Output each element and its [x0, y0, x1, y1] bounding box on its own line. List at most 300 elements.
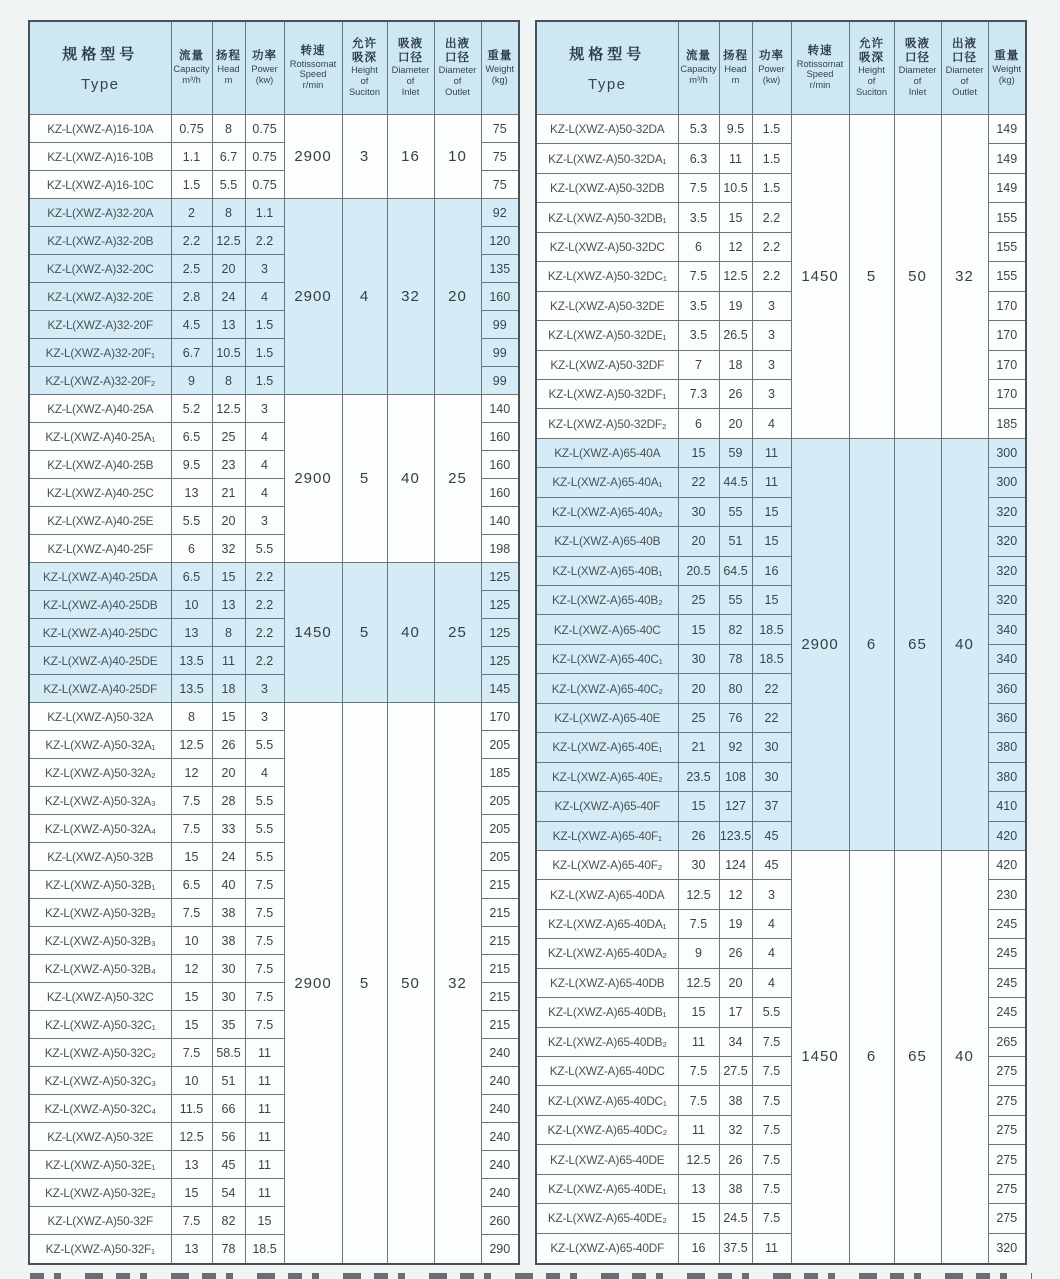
model-cell: KZ-L(XWZ-A)50-32E₂: [29, 1179, 171, 1207]
weight-cell: 135: [481, 255, 519, 283]
speed-merged-cell: 2900: [284, 199, 342, 395]
power-cell: 7.5: [752, 1086, 791, 1115]
power-cell: 4: [245, 423, 284, 451]
head-cell: 56: [212, 1123, 245, 1151]
weight-cell: 320: [988, 1233, 1026, 1264]
head-cell: 44.5: [719, 468, 752, 497]
capacity-cell: 15: [678, 998, 719, 1027]
weight-cell: 275: [988, 1145, 1026, 1174]
outlet-merged-cell: 40: [941, 850, 988, 1264]
capacity-cell: 7.5: [678, 262, 719, 291]
power-cell: 11: [245, 1095, 284, 1123]
speed-merged-cell: 2900: [284, 395, 342, 563]
capacity-cell: 3.5: [678, 321, 719, 350]
weight-cell: 380: [988, 762, 1026, 791]
capacity-cell: 15: [171, 1011, 212, 1039]
weight-cell: 215: [481, 899, 519, 927]
model-cell: KZ-L(XWZ-A)65-40A₁: [536, 468, 678, 497]
inlet-merged-cell: 16: [387, 115, 434, 199]
weight-cell: 320: [988, 527, 1026, 556]
power-cell: 7.5: [752, 1174, 791, 1203]
capacity-cell: 15: [678, 615, 719, 644]
col-header-suction-height-label: Height: [858, 65, 885, 76]
col-header-head: [719, 21, 752, 115]
col-header-weight-label: (kg): [491, 74, 508, 85]
col-header-head-label: Head: [724, 63, 747, 74]
power-cell: 30: [752, 762, 791, 791]
col-header-inlet-diameter-label: 吸液: [398, 38, 423, 51]
col-header-suction-height: [342, 21, 387, 115]
model-cell: KZ-L(XWZ-A)32-20F₁: [29, 339, 171, 367]
model-cell: KZ-L(XWZ-A)65-40C₁: [536, 644, 678, 673]
model-cell: KZ-L(XWZ-A)65-40B₁: [536, 556, 678, 585]
capacity-cell: 2.2: [171, 227, 212, 255]
power-cell: 11: [245, 1123, 284, 1151]
power-cell: 3: [752, 291, 791, 320]
capacity-cell: 23.5: [678, 762, 719, 791]
col-header-power-label: (kw): [255, 74, 274, 85]
weight-cell: 275: [988, 1174, 1026, 1203]
power-cell: 7.5: [245, 927, 284, 955]
pump-spec-table-left: [28, 20, 520, 1265]
capacity-cell: 7.3: [678, 379, 719, 408]
head-cell: 124: [719, 850, 752, 879]
model-cell: KZ-L(XWZ-A)65-40DB: [536, 968, 678, 997]
capacity-cell: 13: [171, 479, 212, 507]
power-cell: 18.5: [752, 615, 791, 644]
power-cell: 15: [245, 1207, 284, 1235]
model-cell: KZ-L(XWZ-A)65-40B₂: [536, 586, 678, 615]
capacity-cell: 15: [678, 792, 719, 821]
model-cell: KZ-L(XWZ-A)50-32C: [29, 983, 171, 1011]
model-cell: KZ-L(XWZ-A)40-25DF: [29, 675, 171, 703]
weight-cell: 340: [988, 644, 1026, 673]
head-cell: 66: [212, 1095, 245, 1123]
power-cell: 3: [752, 880, 791, 909]
model-cell: KZ-L(XWZ-A)65-40DE₂: [536, 1204, 678, 1233]
col-header-speed-label: Speed: [299, 69, 327, 80]
capacity-cell: 30: [678, 497, 719, 526]
head-cell: 32: [719, 1115, 752, 1144]
model-cell: KZ-L(XWZ-A)40-25F: [29, 535, 171, 563]
model-cell: KZ-L(XWZ-A)40-25C: [29, 479, 171, 507]
model-cell: KZ-L(XWZ-A)32-20E: [29, 283, 171, 311]
head-cell: 20: [212, 507, 245, 535]
table-row: [29, 703, 519, 731]
weight-cell: 120: [481, 227, 519, 255]
head-cell: 12.5: [212, 395, 245, 423]
col-header-inlet-diameter: [894, 21, 941, 115]
head-cell: 12.5: [719, 262, 752, 291]
head-cell: 9.5: [719, 115, 752, 144]
power-cell: 18.5: [752, 644, 791, 673]
weight-cell: 275: [988, 1204, 1026, 1233]
weight-cell: 149: [988, 173, 1026, 202]
capacity-cell: 5.3: [678, 115, 719, 144]
table-row: [29, 115, 519, 143]
weight-cell: 215: [481, 983, 519, 1011]
model-cell: KZ-L(XWZ-A)50-32DC: [536, 232, 678, 261]
capacity-cell: 2: [171, 199, 212, 227]
head-cell: 51: [212, 1067, 245, 1095]
capacity-cell: 13.5: [171, 647, 212, 675]
head-cell: 64.5: [719, 556, 752, 585]
col-header-type-label: 规格型号: [62, 46, 139, 63]
capacity-cell: 7.5: [678, 173, 719, 202]
weight-cell: 215: [481, 1011, 519, 1039]
capacity-cell: 7.5: [678, 909, 719, 938]
weight-cell: 160: [481, 479, 519, 507]
weight-cell: 92: [481, 199, 519, 227]
inlet-merged-cell: 50: [387, 703, 434, 1265]
capacity-cell: 20: [678, 527, 719, 556]
head-cell: 38: [212, 899, 245, 927]
model-cell: KZ-L(XWZ-A)50-32B: [29, 843, 171, 871]
weight-cell: 340: [988, 615, 1026, 644]
weight-cell: 170: [481, 703, 519, 731]
weight-cell: 75: [481, 115, 519, 143]
col-header-weight: [481, 21, 519, 115]
model-cell: KZ-L(XWZ-A)50-32DA₁: [536, 144, 678, 173]
table-row: [536, 850, 1026, 879]
weight-cell: 245: [988, 998, 1026, 1027]
weight-cell: 160: [481, 283, 519, 311]
capacity-cell: 12.5: [678, 968, 719, 997]
inlet-merged-cell: 65: [894, 850, 941, 1264]
col-header-outlet-diameter-label: Outlet: [445, 86, 470, 97]
col-header-speed-label: r/min: [302, 80, 324, 91]
head-cell: 20: [212, 255, 245, 283]
col-header-suction-height-label: of: [867, 76, 876, 87]
weight-cell: 320: [988, 497, 1026, 526]
capacity-cell: 4.5: [171, 311, 212, 339]
col-header-type-label: Type: [80, 76, 120, 93]
head-cell: 13: [212, 591, 245, 619]
speed-merged-cell: 2900: [284, 703, 342, 1265]
model-cell: KZ-L(XWZ-A)50-32B₄: [29, 955, 171, 983]
weight-cell: 140: [481, 507, 519, 535]
model-cell: KZ-L(XWZ-A)50-32A₂: [29, 759, 171, 787]
capacity-cell: 15: [678, 438, 719, 467]
head-cell: 24.5: [719, 1204, 752, 1233]
head-cell: 26: [212, 731, 245, 759]
weight-cell: 410: [988, 792, 1026, 821]
model-cell: KZ-L(XWZ-A)65-40A₂: [536, 497, 678, 526]
col-header-power-label: 功率: [759, 50, 784, 63]
col-header-type-label: 规格型号: [569, 46, 646, 63]
capacity-cell: 7.5: [678, 1086, 719, 1115]
col-header-suction-height-label: Suciton: [348, 86, 380, 97]
model-cell: KZ-L(XWZ-A)50-32A₁: [29, 731, 171, 759]
col-header-suction-height-label: 吸深: [352, 51, 377, 64]
power-cell: 7.5: [752, 1115, 791, 1144]
head-cell: 28: [212, 787, 245, 815]
power-cell: 5.5: [245, 815, 284, 843]
speed-merged-cell: 1450: [791, 850, 849, 1264]
col-header-weight-label: Weight: [485, 63, 515, 74]
model-cell: KZ-L(XWZ-A)65-40E₂: [536, 762, 678, 791]
head-cell: 78: [719, 644, 752, 673]
head-cell: 123.5: [719, 821, 752, 850]
power-cell: 11: [245, 1151, 284, 1179]
col-header-suction-height-label: of: [360, 76, 369, 87]
col-header-suction-height-label: 允许: [859, 38, 884, 51]
table-row: [536, 438, 1026, 467]
col-header-type: [536, 21, 678, 115]
table-row: [536, 115, 1026, 144]
head-cell: 13: [212, 311, 245, 339]
weight-cell: 155: [988, 203, 1026, 232]
weight-cell: 240: [481, 1095, 519, 1123]
col-header-type-label: Type: [587, 76, 627, 93]
model-cell: KZ-L(XWZ-A)50-32C₁: [29, 1011, 171, 1039]
col-header-outlet-diameter-label: 出液: [952, 38, 977, 51]
weight-cell: 275: [988, 1115, 1026, 1144]
col-header-capacity-label: m³/h: [689, 74, 708, 85]
capacity-cell: 9.5: [171, 451, 212, 479]
power-cell: 2.2: [245, 227, 284, 255]
col-header-head-label: 扬程: [723, 50, 748, 63]
col-header-power: [245, 21, 284, 115]
power-cell: 22: [752, 674, 791, 703]
col-header-outlet-diameter-label: 出液: [445, 38, 470, 51]
head-cell: 78: [212, 1235, 245, 1265]
head-cell: 19: [719, 291, 752, 320]
power-cell: 2.2: [245, 563, 284, 591]
weight-cell: 198: [481, 535, 519, 563]
col-header-speed-label: Rotissomat: [796, 58, 844, 69]
col-header-power-label: (kw): [762, 74, 781, 85]
power-cell: 3: [245, 507, 284, 535]
capacity-cell: 2.5: [171, 255, 212, 283]
weight-cell: 99: [481, 367, 519, 395]
weight-cell: 320: [988, 586, 1026, 615]
weight-cell: 170: [988, 379, 1026, 408]
head-cell: 20: [212, 759, 245, 787]
power-cell: 1.1: [245, 199, 284, 227]
weight-cell: 140: [481, 395, 519, 423]
head-cell: 80: [719, 674, 752, 703]
model-cell: KZ-L(XWZ-A)50-32DE: [536, 291, 678, 320]
weight-cell: 240: [481, 1123, 519, 1151]
head-cell: 92: [719, 733, 752, 762]
power-cell: 7.5: [752, 1145, 791, 1174]
weight-cell: 185: [988, 409, 1026, 438]
head-cell: 15: [719, 203, 752, 232]
model-cell: KZ-L(XWZ-A)50-32DB₁: [536, 203, 678, 232]
capacity-cell: 30: [678, 644, 719, 673]
col-header-speed-label: Rotissomat: [289, 58, 337, 69]
capacity-cell: 13: [171, 619, 212, 647]
capacity-cell: 15: [171, 1179, 212, 1207]
weight-cell: 240: [481, 1067, 519, 1095]
inlet-merged-cell: 65: [894, 438, 941, 850]
power-cell: 2.2: [752, 262, 791, 291]
weight-cell: 275: [988, 1086, 1026, 1115]
model-cell: KZ-L(XWZ-A)16-10C: [29, 171, 171, 199]
col-header-capacity-label: Capacity: [173, 63, 210, 74]
col-header-inlet-diameter-label: of: [406, 76, 415, 87]
power-cell: 0.75: [245, 171, 284, 199]
capacity-cell: 20: [678, 674, 719, 703]
model-cell: KZ-L(XWZ-A)65-40DE: [536, 1145, 678, 1174]
power-cell: 5.5: [245, 787, 284, 815]
capacity-cell: 12.5: [678, 880, 719, 909]
power-cell: 7.5: [245, 899, 284, 927]
capacity-cell: 7: [678, 350, 719, 379]
power-cell: 7.5: [752, 1204, 791, 1233]
capacity-cell: 25: [678, 586, 719, 615]
model-cell: KZ-L(XWZ-A)50-32DB: [536, 173, 678, 202]
col-header-suction-height-label: 吸深: [859, 51, 884, 64]
power-cell: 1.5: [245, 339, 284, 367]
capacity-cell: 1.1: [171, 143, 212, 171]
head-cell: 18: [212, 675, 245, 703]
col-header-outlet-diameter-label: of: [960, 76, 969, 87]
power-cell: 4: [752, 409, 791, 438]
col-header-power-label: 功率: [252, 50, 277, 63]
head-cell: 12: [719, 232, 752, 261]
power-cell: 4: [752, 939, 791, 968]
capacity-cell: 16: [678, 1233, 719, 1264]
power-cell: 3: [752, 379, 791, 408]
outlet-merged-cell: 40: [941, 438, 988, 850]
weight-cell: 380: [988, 733, 1026, 762]
power-cell: 7.5: [245, 1011, 284, 1039]
capacity-cell: 9: [678, 939, 719, 968]
weight-cell: 420: [988, 821, 1026, 850]
inlet-merged-cell: 40: [387, 563, 434, 703]
capacity-cell: 6.5: [171, 871, 212, 899]
model-cell: KZ-L(XWZ-A)65-40DA: [536, 880, 678, 909]
weight-cell: 260: [481, 1207, 519, 1235]
table-row: [29, 563, 519, 591]
weight-cell: 205: [481, 815, 519, 843]
speed-merged-cell: 1450: [284, 563, 342, 703]
head-cell: 20: [719, 968, 752, 997]
power-cell: 1.5: [752, 144, 791, 173]
weight-cell: 265: [988, 1027, 1026, 1056]
head-cell: 27.5: [719, 1057, 752, 1086]
weight-cell: 170: [988, 291, 1026, 320]
header-row: [29, 21, 519, 115]
head-cell: 35: [212, 1011, 245, 1039]
capacity-cell: 5.5: [171, 507, 212, 535]
col-header-capacity-label: Capacity: [680, 63, 717, 74]
capacity-cell: 13: [171, 1235, 212, 1265]
head-cell: 8: [212, 115, 245, 143]
speed-merged-cell: 1450: [791, 115, 849, 439]
model-cell: KZ-L(XWZ-A)65-40A: [536, 438, 678, 467]
col-header-capacity-label: 流量: [179, 50, 204, 63]
capacity-cell: 6.5: [171, 563, 212, 591]
power-cell: 4: [752, 968, 791, 997]
capacity-cell: 13: [171, 1151, 212, 1179]
capacity-cell: 2.8: [171, 283, 212, 311]
weight-cell: 125: [481, 619, 519, 647]
model-cell: KZ-L(XWZ-A)65-40F₁: [536, 821, 678, 850]
power-cell: 4: [752, 909, 791, 938]
head-cell: 26: [719, 939, 752, 968]
model-cell: KZ-L(XWZ-A)32-20A: [29, 199, 171, 227]
power-cell: 3: [245, 703, 284, 731]
head-cell: 58.5: [212, 1039, 245, 1067]
capacity-cell: 15: [171, 983, 212, 1011]
model-cell: KZ-L(XWZ-A)32-20C: [29, 255, 171, 283]
weight-cell: 215: [481, 955, 519, 983]
power-cell: 11: [752, 468, 791, 497]
model-cell: KZ-L(XWZ-A)65-40E₁: [536, 733, 678, 762]
model-cell: KZ-L(XWZ-A)65-40C₂: [536, 674, 678, 703]
head-cell: 8: [212, 199, 245, 227]
outlet-merged-cell: 20: [434, 199, 481, 395]
power-cell: 1.5: [752, 173, 791, 202]
model-cell: KZ-L(XWZ-A)65-40DE₁: [536, 1174, 678, 1203]
power-cell: 0.75: [245, 143, 284, 171]
col-header-outlet-diameter-label: 口径: [952, 51, 977, 64]
head-cell: 20: [719, 409, 752, 438]
col-header-head-label: Head: [217, 63, 240, 74]
model-cell: KZ-L(XWZ-A)50-32DF₁: [536, 379, 678, 408]
power-cell: 3: [245, 675, 284, 703]
model-cell: KZ-L(XWZ-A)65-40B: [536, 527, 678, 556]
model-cell: KZ-L(XWZ-A)65-40DC: [536, 1057, 678, 1086]
col-header-power-label: Power: [758, 63, 785, 74]
table-row: [29, 199, 519, 227]
model-cell: KZ-L(XWZ-A)32-20F₂: [29, 367, 171, 395]
weight-cell: 240: [481, 1179, 519, 1207]
weight-cell: 275: [988, 1057, 1026, 1086]
col-header-speed: [791, 21, 849, 115]
weight-cell: 205: [481, 843, 519, 871]
weight-cell: 170: [988, 321, 1026, 350]
col-header-weight-label: 重量: [994, 50, 1020, 63]
power-cell: 7.5: [245, 955, 284, 983]
col-header-inlet-diameter-label: 口径: [398, 51, 423, 64]
col-header-speed-label: 转速: [807, 45, 833, 58]
model-cell: KZ-L(XWZ-A)50-32DA: [536, 115, 678, 144]
outlet-merged-cell: 32: [434, 703, 481, 1265]
head-cell: 32: [212, 535, 245, 563]
power-cell: 1.5: [245, 311, 284, 339]
model-cell: KZ-L(XWZ-A)65-40DA₂: [536, 939, 678, 968]
suction-merged-cell: 5: [342, 563, 387, 703]
head-cell: 5.5: [212, 171, 245, 199]
col-header-speed: [284, 21, 342, 115]
model-cell: KZ-L(XWZ-A)65-40DC₁: [536, 1086, 678, 1115]
power-cell: 0.75: [245, 115, 284, 143]
head-cell: 12: [719, 880, 752, 909]
head-cell: 76: [719, 703, 752, 732]
suction-merged-cell: 5: [342, 395, 387, 563]
head-cell: 23: [212, 451, 245, 479]
capacity-cell: 6.3: [678, 144, 719, 173]
capacity-cell: 25: [678, 703, 719, 732]
weight-cell: 245: [988, 939, 1026, 968]
head-cell: 82: [719, 615, 752, 644]
head-cell: 10.5: [719, 173, 752, 202]
suction-merged-cell: 5: [849, 115, 894, 439]
head-cell: 25: [212, 423, 245, 451]
power-cell: 3: [245, 395, 284, 423]
capacity-cell: 11.5: [171, 1095, 212, 1123]
capacity-cell: 22: [678, 468, 719, 497]
model-cell: KZ-L(XWZ-A)65-40DF: [536, 1233, 678, 1264]
col-header-outlet-diameter: [941, 21, 988, 115]
model-cell: KZ-L(XWZ-A)32-20B: [29, 227, 171, 255]
table-row: [29, 395, 519, 423]
capacity-cell: 10: [171, 591, 212, 619]
